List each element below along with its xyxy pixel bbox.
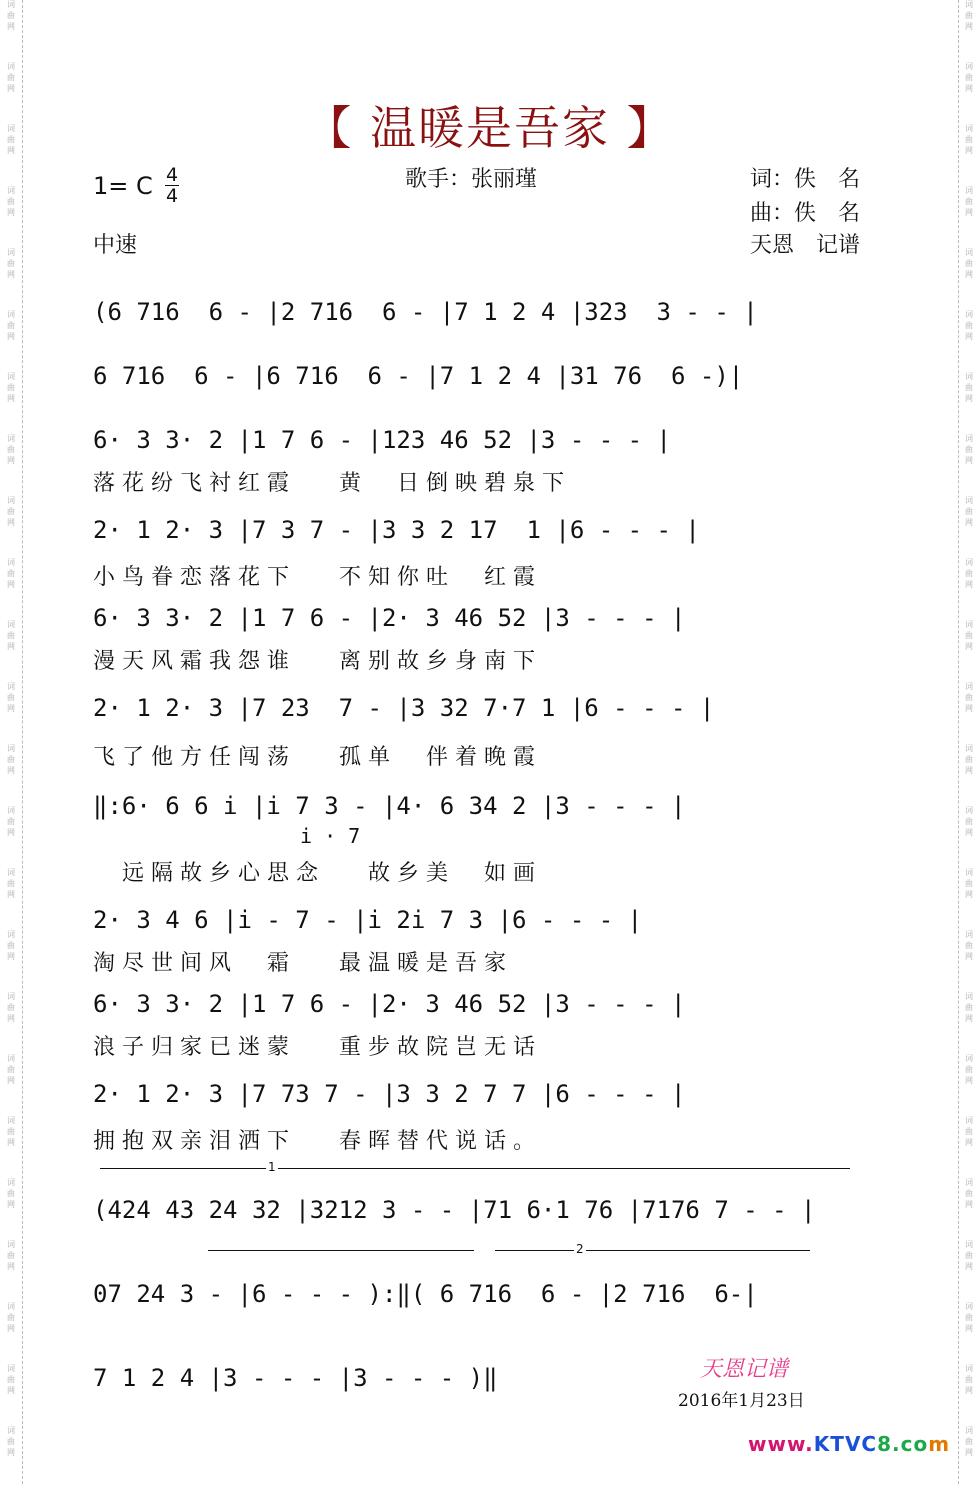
side-watermark-gap [4,33,18,61]
side-watermark-char: 网 [7,456,15,465]
side-watermark-gap [962,405,976,433]
side-watermark-char: 网 [7,1448,15,1457]
side-watermark-gap [4,1335,18,1363]
side-watermark-char: 词 [965,558,973,567]
side-watermark-char: 网 [7,1138,15,1147]
side-watermark-char: 词 [965,434,973,443]
side-watermark-char: 曲 [7,11,15,20]
notation-line-11: (424 43 24 32 |3212 3 - - |71 6·1 76 |7176 7 - - | [93,1196,816,1224]
side-watermark-char: 网 [965,1448,973,1457]
side-watermark-char: 词 [7,186,15,195]
side-watermark-char: 词 [965,124,973,133]
side-watermark-char: 曲 [7,879,15,888]
side-watermark-gap [962,219,976,247]
side-watermark-char: 词 [965,806,973,815]
side-watermark-char: 词 [7,558,15,567]
side-watermark-gap [4,405,18,433]
site-url-char: c [900,1432,914,1456]
side-watermark-gap [4,591,18,619]
side-watermark-gap [4,281,18,309]
side-watermark-char: 网 [965,270,973,279]
side-watermark-char: 词 [965,310,973,319]
side-watermark-char: 网 [965,332,973,341]
side-watermark-gap [4,839,18,867]
side-watermark-gap [4,529,18,557]
side-watermark-char: 曲 [7,445,15,454]
side-watermark-gap [4,1273,18,1301]
site-url-char: w [767,1432,787,1456]
side-watermark-gap [962,1087,976,1115]
transcriber-stamp: 天恩记谱 [700,1357,789,1382]
side-watermark-char: 词 [965,372,973,381]
notation-line-13: 7 1 2 4 |3 - - - |3 - - - )‖ [93,1364,498,1392]
notation-line-2: 6 716 6 - |6 716 6 - |7 1 2 4 |31 76 6 -)| [93,362,744,390]
volta-1-end-bracket [208,1250,474,1251]
side-watermark-char: 网 [965,1076,973,1085]
side-watermark-char: 曲 [7,1189,15,1198]
time-signature-bottom: 4 [165,185,179,207]
side-watermark-char: 曲 [7,1313,15,1322]
side-watermark-char: 曲 [965,197,973,206]
side-watermark-gap [4,901,18,929]
side-watermark-gap [962,777,976,805]
side-watermark-gap [962,591,976,619]
side-watermark-char: 词 [7,1116,15,1125]
side-watermark-char: 网 [965,208,973,217]
site-url [748,1432,950,1456]
side-watermark-char: 曲 [7,259,15,268]
side-watermark-char: 词 [7,1240,15,1249]
notation-line-9: 6· 3 3· 2 |1 7 6 - |2· 3 46 52 |3 - - - | [93,990,686,1018]
side-watermark-char: 曲 [7,755,15,764]
side-watermark-char: 词 [965,744,973,753]
side-watermark-char: 曲 [7,817,15,826]
side-watermark-char: 曲 [965,1003,973,1012]
lyric-line-7: 浪子归家已迷蒙 重步故院岂无话 [93,1035,542,1060]
side-watermark-char: 曲 [7,1003,15,1012]
side-watermark-char: 网 [7,22,15,31]
notation-line-3: 6· 3 3· 2 |1 7 6 - |123 46 52 |3 - - - | [93,426,671,454]
side-watermark-char: 词 [7,434,15,443]
side-watermark-char: 词 [965,1178,973,1187]
side-watermark-char: 词 [7,930,15,939]
side-watermark-char: 曲 [965,383,973,392]
side-watermark-char: 曲 [7,1127,15,1136]
side-watermark-gap [962,33,976,61]
side-watermark-char: 网 [7,208,15,217]
side-watermark-char: 词 [7,62,15,71]
side-watermark-gap [962,1149,976,1177]
left-border [22,0,23,1484]
side-watermark-char: 网 [7,518,15,527]
side-watermark-char: 词 [965,930,973,939]
lyric-line-2: 小鸟眷恋落花下 不知你吐 红霞 [93,565,542,590]
side-watermark-char: 曲 [7,1375,15,1384]
side-watermark-gap [962,901,976,929]
side-watermark-gap [4,219,18,247]
tempo: 中速 [93,233,138,258]
side-watermark-char: 曲 [965,755,973,764]
site-url-char: V [844,1432,862,1456]
side-watermark-char: 网 [965,1324,973,1333]
side-watermark-char: 曲 [965,1065,973,1074]
side-watermark-char: 词 [965,1426,973,1435]
side-watermark-char: 曲 [7,383,15,392]
side-watermark-char: 曲 [965,1437,973,1446]
side-watermark-gap [4,653,18,681]
side-watermark-char: 词 [965,1240,973,1249]
lyric-line-5: 远隔故乡心思念 故乡美 如画 [93,861,542,886]
side-watermark-char: 网 [965,580,973,589]
side-watermark-char: 曲 [965,507,973,516]
side-watermark-gap [4,1149,18,1177]
side-watermark-gap [962,1459,976,1487]
side-watermark-char: 词 [7,248,15,257]
side-watermark-char: 曲 [965,1375,973,1384]
side-watermark-char: 曲 [7,1251,15,1260]
side-watermark-char: 曲 [965,941,973,950]
right-border [958,0,959,1484]
lyric-line-4: 飞了他方任闯荡 孤单 伴着晚霞 [93,745,542,770]
side-watermark-char: 网 [7,1386,15,1395]
side-watermark-gap [962,1273,976,1301]
side-watermark-char: 词 [965,1054,973,1063]
side-watermark-char: 网 [7,1014,15,1023]
side-watermark-gap [4,1211,18,1239]
side-watermark-gap [4,343,18,371]
side-watermark-char: 词 [7,1364,15,1373]
side-watermark-char: 网 [7,1324,15,1333]
side-watermark-char: 曲 [965,817,973,826]
side-watermark-char: 词 [7,1178,15,1187]
lyric-line-1: 落花纷飞衬红霞 黄 日倒映碧泉下 [93,471,571,496]
side-watermark-char: 词 [7,1426,15,1435]
site-url-char: w [748,1432,768,1456]
side-watermark-char: 网 [7,890,15,899]
transcriber: 天恩 记谱 [750,233,861,258]
side-watermark-char: 网 [965,84,973,93]
side-watermark-char: 词 [7,992,15,1001]
side-watermark-gap [4,1397,18,1425]
notation-line-6: 2· 1 2· 3 |7 23 7 - |3 32 7·7 1 |6 - - - | [93,694,715,722]
side-watermark-gap [4,1459,18,1487]
side-watermark-char: 网 [965,890,973,899]
right-watermark-column [962,0,976,1488]
side-watermark-gap [962,963,976,991]
notation-line-12: 07 24 3 - |6 - - - ):‖( 6 716 6 - |2 716 6-| [93,1280,758,1308]
side-watermark-char: 网 [7,766,15,775]
site-url-char: K [813,1432,831,1456]
notation-line-5: 6· 3 3· 2 |1 7 6 - |2· 3 46 52 |3 - - - | [93,604,686,632]
time-signature-top: 4 [165,164,179,186]
side-watermark-char: 词 [7,310,15,319]
side-watermark-char: 词 [7,1054,15,1063]
side-watermark-char: 词 [965,1364,973,1373]
site-url-text [748,1432,950,1456]
side-watermark-char: 词 [965,248,973,257]
side-watermark-gap [962,1335,976,1363]
side-watermark-char: 词 [7,682,15,691]
side-watermark-char: 网 [965,704,973,713]
volta-1-label: 1 [268,1160,276,1174]
side-watermark-char: 网 [965,766,973,775]
site-url-char: 8 [877,1432,893,1456]
side-watermark-char: 网 [7,270,15,279]
side-watermark-char: 网 [7,642,15,651]
side-watermark-char: 词 [965,1302,973,1311]
side-watermark-char: 词 [7,806,15,815]
side-watermark-char: 词 [7,372,15,381]
volta-1-bracket [100,1168,850,1169]
side-watermark-char: 网 [965,1138,973,1147]
side-watermark-char: 曲 [965,569,973,578]
side-watermark-char: 网 [7,1262,15,1271]
side-watermark-char: 词 [965,186,973,195]
side-watermark-char: 曲 [7,569,15,578]
side-watermark-char: 词 [7,124,15,133]
side-watermark-char: 曲 [965,879,973,888]
side-watermark-char: 词 [7,868,15,877]
side-watermark-char: 网 [965,146,973,155]
side-watermark-char: 词 [7,744,15,753]
notation-line-8: 2· 3 4 6 |i - 7 - |i 2i 7 3 |6 - - - | [93,906,643,934]
site-url-char: m [928,1432,951,1456]
side-watermark-char: 曲 [7,1437,15,1446]
lyric-line-6: 淘尽世间风 霜 最温暖是吾家 [93,951,513,976]
side-watermark-char: 曲 [965,445,973,454]
side-watermark-char: 曲 [965,1313,973,1322]
site-url-char: o [913,1432,929,1456]
side-watermark-char: 词 [965,1116,973,1125]
side-watermark-char: 曲 [965,259,973,268]
side-watermark-char: 网 [965,22,973,31]
side-watermark-char: 曲 [7,693,15,702]
side-watermark-char: 网 [965,1386,973,1395]
side-watermark-char: 词 [965,0,973,9]
side-watermark-char: 网 [7,146,15,155]
side-watermark-char: 网 [965,518,973,527]
side-watermark-char: 词 [965,682,973,691]
side-watermark-char: 网 [965,642,973,651]
side-watermark-char: 词 [965,620,973,629]
side-watermark-char: 词 [965,62,973,71]
side-watermark-gap [962,1211,976,1239]
side-watermark-char: 网 [965,1014,973,1023]
side-watermark-char: 网 [965,1262,973,1271]
side-watermark-char: 网 [965,952,973,961]
side-watermark-gap [962,281,976,309]
side-watermark-char: 曲 [7,1065,15,1074]
side-watermark-char: 网 [7,1200,15,1209]
side-watermark-char: 网 [965,394,973,403]
site-url-char: . [805,1432,814,1456]
side-watermark-char: 网 [965,1200,973,1209]
side-watermark-char: 网 [7,84,15,93]
side-watermark-char: 曲 [965,73,973,82]
side-watermark-gap [962,343,976,371]
side-watermark-char: 网 [7,394,15,403]
song-title: 【 温暖是吾家 】 [305,101,675,155]
side-watermark-char: 曲 [7,135,15,144]
side-watermark-char: 曲 [965,1189,973,1198]
side-watermark-char: 词 [7,1302,15,1311]
side-watermark-char: 网 [7,704,15,713]
harmony-note: i · 7 [300,824,361,848]
side-watermark-gap [962,1397,976,1425]
side-watermark-char: 词 [7,620,15,629]
side-watermark-char: 网 [7,1076,15,1085]
side-watermark-char: 曲 [7,321,15,330]
side-watermark-char: 网 [965,828,973,837]
side-watermark-gap [962,715,976,743]
side-watermark-char: 词 [7,496,15,505]
side-watermark-char: 网 [7,828,15,837]
side-watermark-char: 词 [965,868,973,877]
volta-2-label: 2 [576,1242,584,1256]
side-watermark-gap [4,467,18,495]
left-watermark-column [4,0,18,1488]
side-watermark-gap [962,653,976,681]
singer: 歌手：张丽瑾 [405,167,538,192]
side-watermark-char: 曲 [965,693,973,702]
side-watermark-gap [4,1087,18,1115]
side-watermark-char: 曲 [965,321,973,330]
time-signature [165,166,179,205]
side-watermark-char: 曲 [7,73,15,82]
side-watermark-gap [4,963,18,991]
volta-2-bracket [495,1250,810,1251]
side-watermark-gap [4,715,18,743]
side-watermark-char: 曲 [965,1127,973,1136]
side-watermark-char: 网 [965,456,973,465]
lyric-line-8: 拥抱双亲泪洒下 春晖替代说话。 [93,1129,542,1154]
side-watermark-char: 曲 [965,1251,973,1260]
side-watermark-gap [4,1025,18,1053]
side-watermark-gap [962,157,976,185]
side-watermark-gap [962,839,976,867]
side-watermark-gap [4,777,18,805]
side-watermark-char: 曲 [7,631,15,640]
notation-line-1: (6 716 6 - |2 716 6 - |7 1 2 4 |323 3 - - | [93,298,758,326]
notation-line-7: ‖:6· 6 6 i |i 7 3 - |4· 6 34 2 |3 - - - | [93,792,686,820]
side-watermark-char: 曲 [965,631,973,640]
side-watermark-char: 曲 [965,135,973,144]
key-signature: 1= C [93,172,153,200]
side-watermark-gap [962,1025,976,1053]
side-watermark-char: 网 [7,580,15,589]
side-watermark-char: 曲 [7,941,15,950]
side-watermark-char: 网 [7,332,15,341]
side-watermark-char: 词 [7,0,15,9]
side-watermark-gap [962,529,976,557]
site-url-char: C [861,1432,878,1456]
site-url-char: w [786,1432,806,1456]
notation-line-10: 2· 1 2· 3 |7 73 7 - |3 3 2 7 7 |6 - - - | [93,1080,686,1108]
lyricist: 词：佚 名 [750,167,861,192]
side-watermark-gap [4,157,18,185]
date: 2016年1月23日 [678,1391,805,1411]
site-url-char: . [892,1432,901,1456]
composer: 曲：佚 名 [750,201,861,226]
side-watermark-char: 曲 [965,11,973,20]
lyric-line-3: 漫天风霜我怨谁 离别故乡身南下 [93,649,542,674]
side-watermark-char: 曲 [7,507,15,516]
notation-line-4: 2· 1 2· 3 |7 3 7 - |3 3 2 17 1 |6 - - - | [93,516,700,544]
side-watermark-char: 网 [7,952,15,961]
side-watermark-char: 曲 [7,197,15,206]
side-watermark-gap [962,467,976,495]
side-watermark-char: 词 [965,992,973,1001]
site-url-char: T [830,1432,845,1456]
side-watermark-char: 词 [965,496,973,505]
